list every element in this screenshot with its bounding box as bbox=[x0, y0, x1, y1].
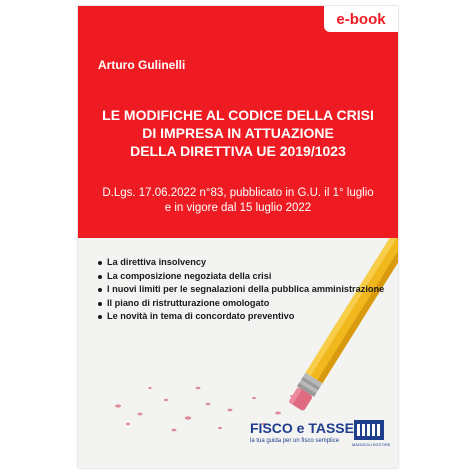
subtitle-line-1: D.Lgs. 17.06.2022 n°83, pubblicato in G.U. il 1° luglio bbox=[102, 187, 374, 199]
book-cover bbox=[78, 6, 398, 468]
list-item: La direttiva insolvency bbox=[98, 256, 394, 270]
title-line-3: DELLA DIRETTIVA UE 2019/1023 bbox=[130, 143, 346, 159]
list-item: Le novità in tema di concordato preventivo bbox=[98, 310, 394, 324]
author-name: Arturo Gulinelli bbox=[98, 58, 186, 72]
title-line-2: DI IMPRESA IN ATTUAZIONE bbox=[142, 125, 334, 141]
title-line-1: LE MODIFICHE AL CODICE DELLA CRISI bbox=[102, 107, 374, 123]
publisher-logo bbox=[250, 418, 391, 452]
list-item: I nuovi limiti per le segnalazioni della pubblica amministrazione bbox=[98, 283, 394, 297]
publisher-tagline: la tua guida per un fisco semplice bbox=[250, 438, 340, 444]
book-title bbox=[88, 106, 388, 160]
book-subtitle bbox=[88, 186, 388, 216]
subtitle-line-2: e in vigore dal 15 luglio 2022 bbox=[164, 202, 312, 214]
topics-list bbox=[98, 256, 394, 324]
list-item: Il piano di ristrutturazione omologato bbox=[98, 297, 394, 311]
publisher-mark-text: MAGGIOLI EDITORE bbox=[352, 442, 391, 447]
ebook-badge: e-book bbox=[324, 6, 398, 32]
list-item: La composizione negoziata della crisi bbox=[98, 270, 394, 284]
publisher-name: FISCO e TASSE bbox=[250, 420, 354, 436]
